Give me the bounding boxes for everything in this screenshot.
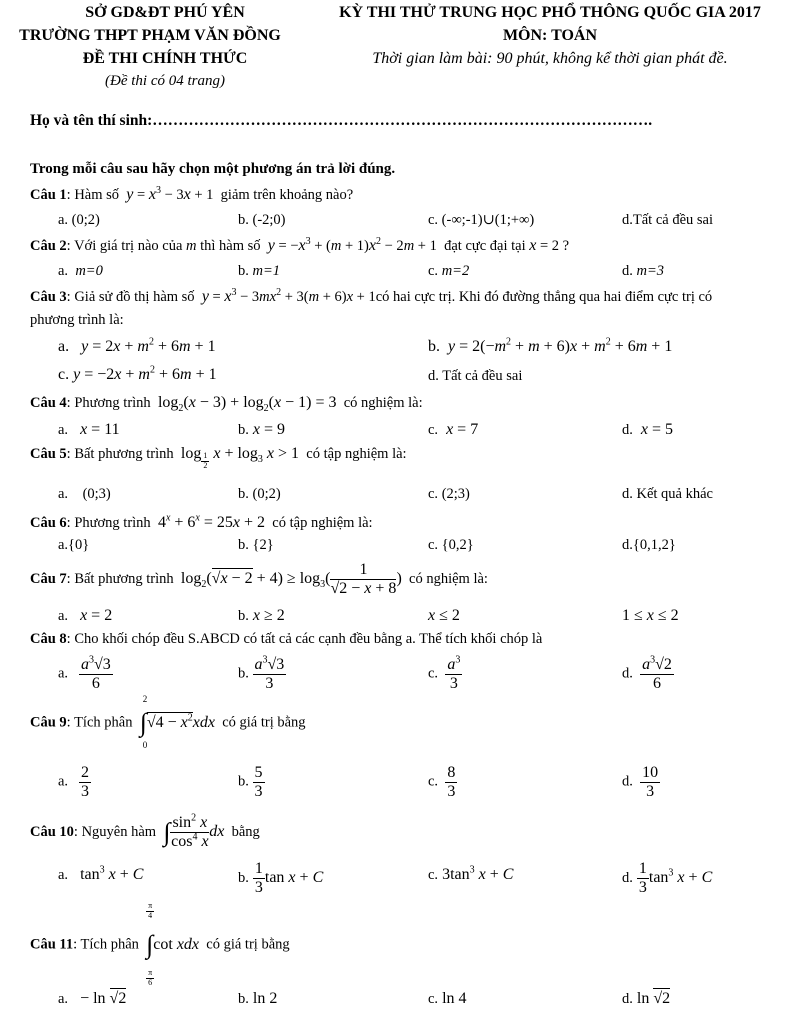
- q3-option-a[interactable]: a. $y = 2x + m^2 + 6m + 1$: [58, 336, 216, 355]
- q9-option-b[interactable]: b. $\frac{5}{3}$: [238, 764, 263, 800]
- q10-option-b[interactable]: b. $\frac{1}{3}$ tan x + C: [238, 860, 324, 896]
- q10-option-c[interactable]: c. $3\tan^3$ x + C: [428, 864, 514, 883]
- q6-option-d[interactable]: d.{0,1,2}: [622, 537, 676, 553]
- question-10: Câu 10: Nguyên hàm ∫ $\frac{\sin^2 x}{\cos^4 x}$ dx bằng: [30, 812, 260, 850]
- school-dept: SỞ GD&ĐT PHÚ YÊN: [85, 4, 245, 21]
- q7-option-a[interactable]: a. x = 2: [58, 607, 113, 624]
- q6-option-b[interactable]: b. {2}: [238, 537, 274, 553]
- exam-status: ĐỀ THI CHÍNH THỨC: [82, 50, 248, 67]
- q8-option-d[interactable]: d. $\frac{a^3√2}{6}$: [622, 654, 672, 692]
- subject: MÔN: TOÁN: [502, 27, 598, 44]
- q1-option-b[interactable]: b. (-2;0): [238, 212, 286, 228]
- q3-option-c[interactable]: c. $y = -2x + m^2 + 6m + 1$: [58, 364, 217, 383]
- instruction: Trong mỗi câu sau hãy chọn một phương án trả lời đúng.: [30, 161, 396, 177]
- q5-option-d[interactable]: d. Kết quả khác: [622, 486, 713, 502]
- q6-option-c[interactable]: c. {0,2}: [428, 537, 474, 553]
- q1-option-a[interactable]: a. (0;2): [58, 212, 100, 228]
- q7-option-d[interactable]: 1 ≤ x ≤ 2: [622, 607, 679, 624]
- q5-option-c[interactable]: c. (2;3): [428, 486, 470, 502]
- q2-option-d[interactable]: d. m=3: [622, 263, 665, 279]
- q4-option-a[interactable]: a. x = 11: [58, 421, 120, 438]
- q8-option-c[interactable]: c. $\frac{a^3}{3}$: [428, 654, 461, 692]
- q4-option-d[interactable]: d. x = 5: [622, 421, 674, 438]
- question-1: Câu 1: Hàm số $y = x^3 - 3x + 1$ giảm trên khoảng nào?: [30, 185, 354, 203]
- q2-option-b[interactable]: b. m=1: [238, 263, 281, 279]
- exam-title: KỲ THI THỬ TRUNG HỌC PHỔ THÔNG QUỐC GIA 2017: [339, 4, 761, 21]
- q3-option-d[interactable]: d. Tất cả đều sai: [428, 368, 523, 384]
- q9-option-c[interactable]: c. $\frac{8}{3}$: [428, 764, 456, 800]
- q10-option-a[interactable]: a. $\tan^3 x + C$: [58, 864, 144, 883]
- q2-option-a[interactable]: a. m=0: [58, 263, 103, 279]
- q9-option-d[interactable]: d. $\frac{10}{3}$: [622, 764, 659, 800]
- question-11: Câu 11: Tích phân $\frac{\pi}{4}$ ∫ $\frac{\pi}{6}$ cot xdx có giá trị bằng: [30, 901, 290, 988]
- q4-option-c[interactable]: c. x = 7: [428, 421, 479, 438]
- q8-option-b[interactable]: b. $\frac{a^3√3}{3}$: [238, 654, 285, 692]
- question-9: Câu 9: Tích phân 2 ∫ 0 $√4 - x^2xdx$ có giá trị bằng: [30, 694, 306, 750]
- time-limit: Thời gian làm bài: 90 phút, không kể thời gian phát đề.: [372, 50, 728, 67]
- question-8: Câu 8: Cho khối chóp đều S.ABCD có tất cả các cạnh đều bằng a. Thể tích khối chóp là: [30, 631, 543, 647]
- q11-option-a[interactable]: a. − ln √2: [58, 990, 127, 1007]
- q5-option-b[interactable]: b. (0;2): [238, 486, 281, 502]
- q10-option-d[interactable]: d. $\frac{1}{3}$ $\tan^3 x + C$: [622, 860, 713, 896]
- q7-option-b[interactable]: b. x ≥ 2: [238, 607, 285, 624]
- q7-option-c[interactable]: x ≤ 2: [428, 607, 460, 624]
- q9-option-a[interactable]: a. $\frac{2}{3}$: [58, 764, 89, 800]
- question-5: Câu 5: Bất phương trình log $\frac{1}{2}$ $x + \log_3 x > 1$ có tập nghiệm là:: [30, 445, 407, 470]
- q1-option-d[interactable]: d.Tất cả đều sai: [622, 212, 713, 228]
- question-6: Câu 6: Phương trình $4^x + 6^x = 25x + 2$ có tập nghiệm là:: [30, 512, 373, 531]
- question-3-line2: phương trình là:: [30, 312, 124, 328]
- q2-option-c[interactable]: c. m=2: [428, 263, 470, 279]
- q1-option-c[interactable]: c. (-∞;-1)∪(1;+∞): [428, 212, 535, 228]
- q6-option-a[interactable]: a.{0}: [58, 537, 90, 553]
- question-7: Câu 7: Bất phương trình $\log_2(√x - 2 + 4) \ge \log_3$( $\frac{1}{√2 - x + 8}$ ) có nghiệm là:: [30, 561, 488, 597]
- q11-option-b[interactable]: b. ln 2: [238, 990, 278, 1007]
- q3-option-b[interactable]: b. $y = 2(-m^2 + m + 6)x + m^2 + 6m + 1$: [428, 336, 673, 355]
- question-4: Câu 4: Phương trình $\log_2(x - 3) + \log_2(x - 1) = 3$ có nghiệm là:: [30, 394, 423, 415]
- page-count-note: (Đề thi có 04 trang): [105, 73, 225, 89]
- q11-option-c[interactable]: c. ln 4: [428, 990, 467, 1007]
- q8-option-a[interactable]: a. $\frac{a^3√3}{6}$: [58, 654, 111, 692]
- candidate-name-line: Họ và tên thí sinh:…………………………………………………………………………………….: [30, 112, 653, 129]
- q11-option-d[interactable]: d. ln √2: [622, 990, 671, 1007]
- q4-option-b[interactable]: b. x = 9: [238, 421, 286, 438]
- question-3: Câu 3: Giả sử đồ thị hàm số $y = x^3 - 3mx^2 + 3(m + 6)x$ + 1có hai cực trị. Khi đó đường thẳng qua hai điểm cực trị có: [30, 287, 713, 305]
- q5-option-a[interactable]: a. (0;3): [58, 486, 111, 502]
- question-2: Câu 2: Với giá trị nào của m thì hàm số $y = -x^3 + (m + 1)x^2 - 2m + 1$ đạt cực đại tại x = 2 ?: [30, 236, 570, 254]
- school-name: TRƯỜNG THPT PHẠM VĂN ĐỒNG: [19, 27, 281, 44]
